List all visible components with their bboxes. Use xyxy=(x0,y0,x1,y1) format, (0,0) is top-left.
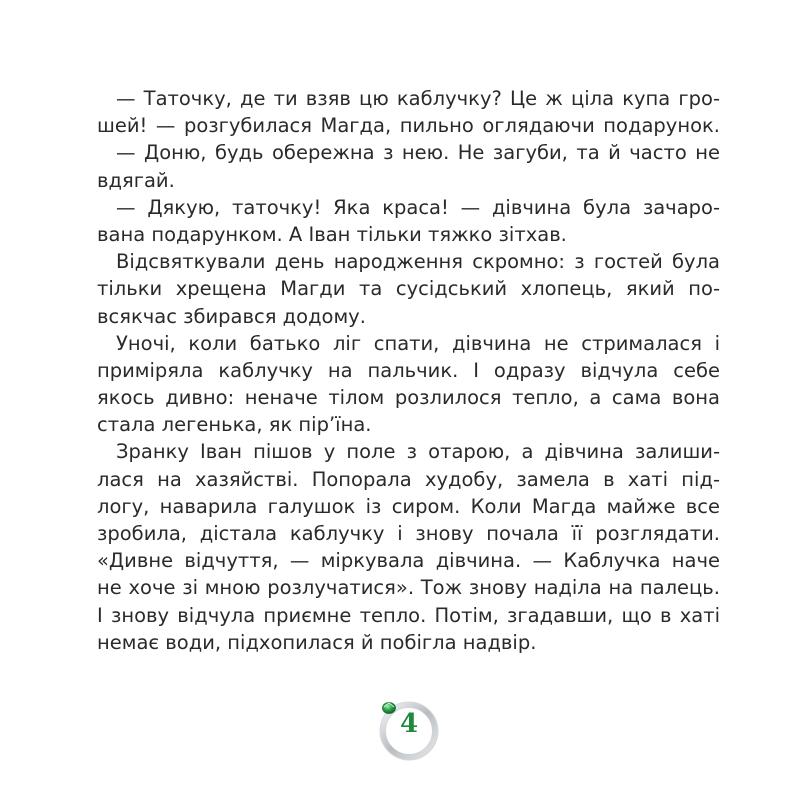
page-number-badge xyxy=(376,695,442,761)
text-line: «Дивне відчуття, — міркувала дівчина. — Каблучка наче xyxy=(97,549,720,573)
text-line: якось дивно: неначе тілом розлилося тепло, а сама вона xyxy=(97,386,720,410)
text-line: не хоче зі мною розлучатися». Тож знову наділа на палець. xyxy=(97,576,720,600)
text-line: шей! — розгубилася Магда, пильно оглядаючи подарунок. xyxy=(97,114,720,138)
text-line: І знову відчула приємне тепло. Потім, згадавши, що в хаті xyxy=(97,603,720,627)
text-line: — Доню, будь обережна з нею. Не загуби, та й часто не xyxy=(116,141,720,165)
story-text xyxy=(97,85,720,656)
text-line: логу, наварила галушок із сиром. Коли Магда майже все xyxy=(97,494,720,518)
text-line: тільки хрещена Магди та сусідський хлопець, який по- xyxy=(97,277,720,301)
text-line: — Дякую, таточку! Яка краса! — дівчина була зачаро- xyxy=(116,195,720,219)
text-line: немає води, підхопилася й побігла надвір. xyxy=(97,630,537,654)
text-line: Зранку Іван пішов у поле з отарою, а дівчина залиши- xyxy=(116,440,720,464)
text-line: зробила, дістала каблучку і знову почала її розглядати. xyxy=(97,522,720,545)
page-number: 4 xyxy=(399,709,419,739)
text-line: лася на хазяйстві. Попорала худобу, замела в хаті під- xyxy=(97,467,720,491)
text-line: Уночі, коли батько ліг спати, дівчина не стрималася і xyxy=(116,331,720,355)
text-line: стала легенька, як пір’їна. xyxy=(97,413,372,437)
text-line: вана подарунком. А Іван тільки тяжко зітхав. xyxy=(97,222,567,246)
text-line: приміряла каблучку на пальчик. І одразу відчула себе xyxy=(97,358,720,382)
text-line: вдягай. xyxy=(97,168,175,192)
text-line: всякчас збирався додому. xyxy=(97,304,366,328)
text-line: Відсвяткували день народження скромно: з гостей була xyxy=(116,250,720,274)
text-line: — Таточку, де ти взяв цю каблучку? Це ж ціла купа гро- xyxy=(116,87,720,110)
